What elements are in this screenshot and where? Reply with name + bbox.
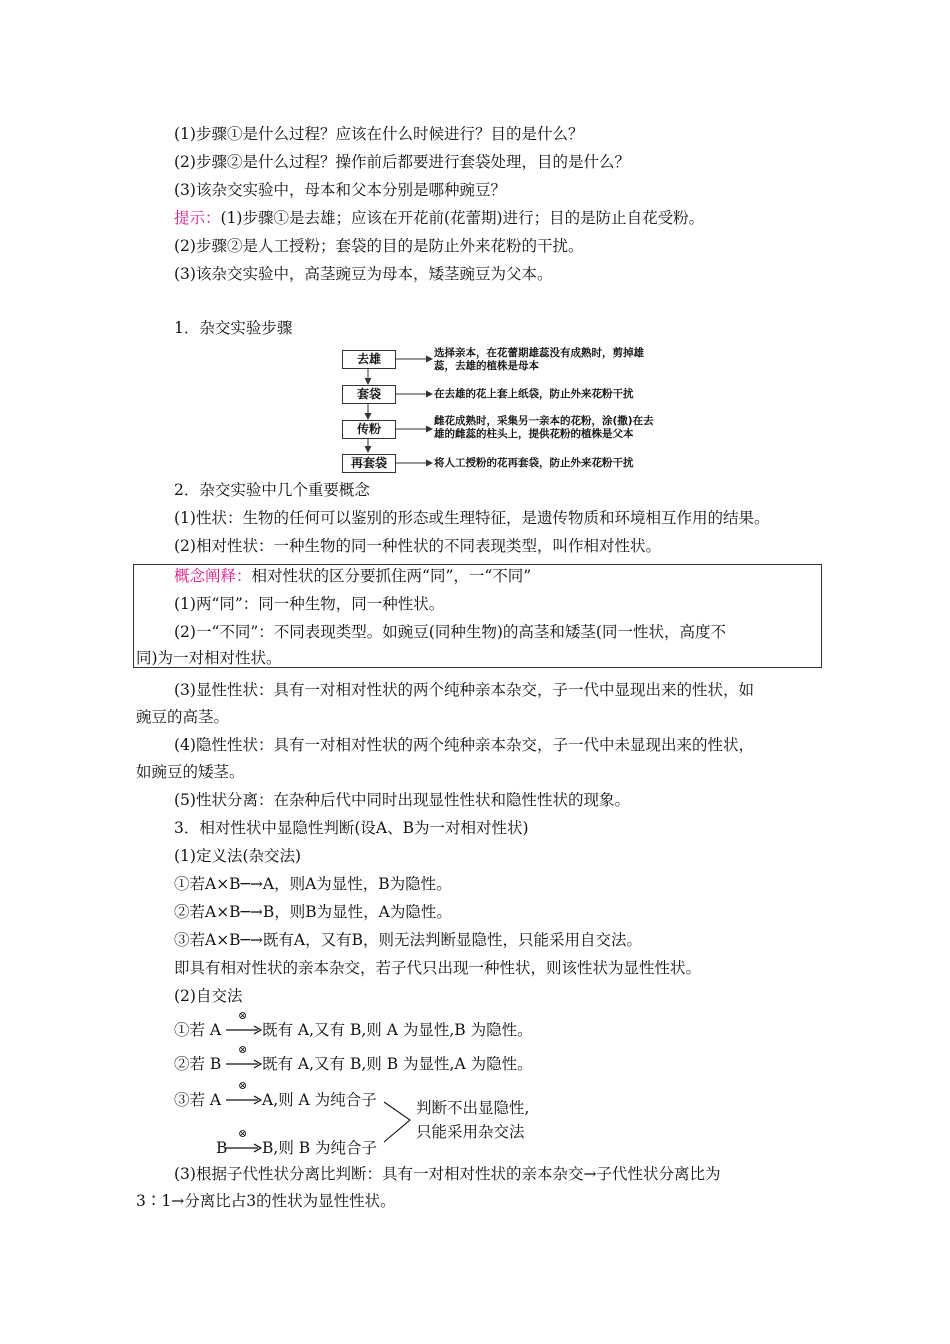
rule-2: ②若A×B─→B，则B为显性，A为隐性。 [174, 903, 452, 921]
section-1-title: 1．杂交实验步骤 [174, 319, 293, 337]
selfing-3b-pre: B [216, 1139, 228, 1157]
selfing-1-post: 既有 A,又有 B,则 A 为显性,B 为隐性。 [262, 1021, 533, 1039]
step-rebagging-desc-1: 将人工授粉的花再套袋，防止外来花粉干扰 [434, 457, 634, 469]
hint-text-1: (1)步骤①是去雄；应该在开花前(花蕾期)进行；目的是防止自花受粉。 [220, 209, 705, 227]
judge-line-2: 只能采用杂交法 [416, 1123, 525, 1141]
selfing-3-post: A,则 A 为纯合子 [262, 1091, 377, 1109]
dominant-trait-a: (3)显性性状：具有一对相对性状的两个纯种亲本杂交，子一代中显现出来的性状，如 [174, 681, 754, 699]
selfing-3b-post: B,则 B 为纯合子 [262, 1139, 378, 1157]
judge-line-1: 判断不出显隐性, [416, 1099, 530, 1117]
question-1: (1)步骤①是什么过程？应该在什么时候进行？目的是什么？ [174, 125, 584, 143]
trait-segregation: (5)性状分离：在杂种后代中同时出现显性性状和隐性性状的现象。 [174, 791, 630, 809]
hint-line-1 [174, 208, 704, 228]
question-3: (3)该杂交实验中，母本和父本分别是哪种豌豆？ [174, 181, 506, 199]
recessive-trait-a: (4)隐性性状：具有一对相对性状的两个纯种亲本杂交，子一代中未显现出来的性状， [174, 736, 754, 754]
step-bagging-desc-1: 在去雄的花上套上纸袋，防止外来花粉干扰 [434, 388, 634, 400]
method-ratio-b: 3∶1→分离比占3的性状为显性性状。 [136, 1192, 396, 1210]
selfing-symbol-3: ⊗ [238, 1079, 248, 1092]
hint-label: 提示： [174, 209, 221, 227]
rule-summary: 即具有相对性状的亲本杂交，若子代只出现一种性状，则该性状为显性性状。 [174, 959, 702, 977]
selfing-3-pre: ③若 A [174, 1091, 222, 1109]
method-ratio-a: (3)根据子代性状分离比判断：具有一对相对性状的亲本杂交→子代性状分离比为 [174, 1165, 721, 1183]
step-pollination-desc-1: 雌花成熟时，采集另一亲本的花粉，涂(撒)在去 [434, 415, 654, 427]
selfing-arrow-3 [226, 1094, 262, 1106]
hint-line-2: (2)步骤②是人工授粉；套袋的目的是防止外来花粉的干扰。 [174, 237, 584, 255]
selfing-arrow-2 [226, 1058, 262, 1070]
concept-box-p2b: 同)为一对相对性状。 [136, 649, 282, 667]
selfing-symbol-1: ⊗ [238, 1009, 248, 1022]
concept-relative-trait: (2)相对性状：一种生物的同一种性状的不同表现类型，叫作相对性状。 [174, 537, 661, 555]
selfing-2-post: 既有 A,又有 B,则 B 为显性,A 为隐性。 [262, 1055, 533, 1073]
section-3-title: 3．相对性状中显隐性判断(设A、B为一对相对性状) [174, 819, 529, 837]
selfing-arrow-1 [226, 1024, 262, 1036]
selfing-1-pre: ①若 A [174, 1021, 222, 1039]
step-pollination-desc-2: 雄的雌蕊的柱头上，提供花粉的植株是父本 [434, 428, 634, 440]
concept-box-lead [174, 566, 531, 586]
section-2-title: 2．杂交实验中几个重要概念 [174, 481, 370, 499]
concept-trait: (1)性状：生物的任何可以鉴别的形态或生理特征，是遗传物质和环境相互作用的结果。 [174, 509, 770, 527]
hint-line-3: (3)该杂交实验中，高茎豌豆为母本，矮茎豌豆为父本。 [174, 265, 553, 283]
selfing-symbol-4: ⊗ [238, 1127, 248, 1140]
concept-box-p2a: (2)一“不同”：不同表现类型。如豌豆(同种生物)的高茎和矮茎(同一性状，高度不 [174, 623, 726, 641]
concept-lead-text: 相对性状的区分要抓住两“同”，一“不同” [251, 567, 532, 585]
concept-box-p1: (1)两“同”：同一种生物，同一种性状。 [174, 595, 445, 613]
method-selfing: (2)自交法 [174, 987, 243, 1005]
step-castration-box: 去雄 [342, 350, 396, 369]
step-castration-desc-1: 选择亲本，在花蕾期雄蕊没有成熟时，剪掉雄 [434, 347, 644, 359]
step-castration-desc-2: 蕊，去雄的植株是母本 [434, 360, 539, 372]
method-definition: (1)定义法(杂交法) [174, 847, 302, 865]
step-rebagging-box: 再套袋 [342, 454, 396, 473]
rule-1: ①若A×B─→A，则A为显性，B为隐性。 [174, 875, 452, 893]
hybrid-experiment-flowchart [336, 346, 666, 472]
question-2: (2)步骤②是什么过程？操作前后都要进行套袋处理，目的是什么？ [174, 153, 630, 171]
step-bagging-box: 套袋 [342, 385, 396, 404]
bracket-connector [380, 1096, 416, 1148]
selfing-symbol-2: ⊗ [238, 1043, 248, 1056]
concept-label: 概念阐释： [174, 567, 252, 585]
selfing-2-pre: ②若 B [174, 1055, 222, 1073]
step-pollination-box: 传粉 [342, 420, 396, 439]
selfing-arrow-4 [226, 1142, 262, 1154]
recessive-trait-b: 如豌豆的矮茎。 [136, 763, 245, 781]
dominant-trait-b: 豌豆的高茎。 [136, 708, 230, 726]
rule-3: ③若A×B─→既有A，又有B，则无法判断显隐性，只能采用自交法。 [174, 931, 642, 949]
